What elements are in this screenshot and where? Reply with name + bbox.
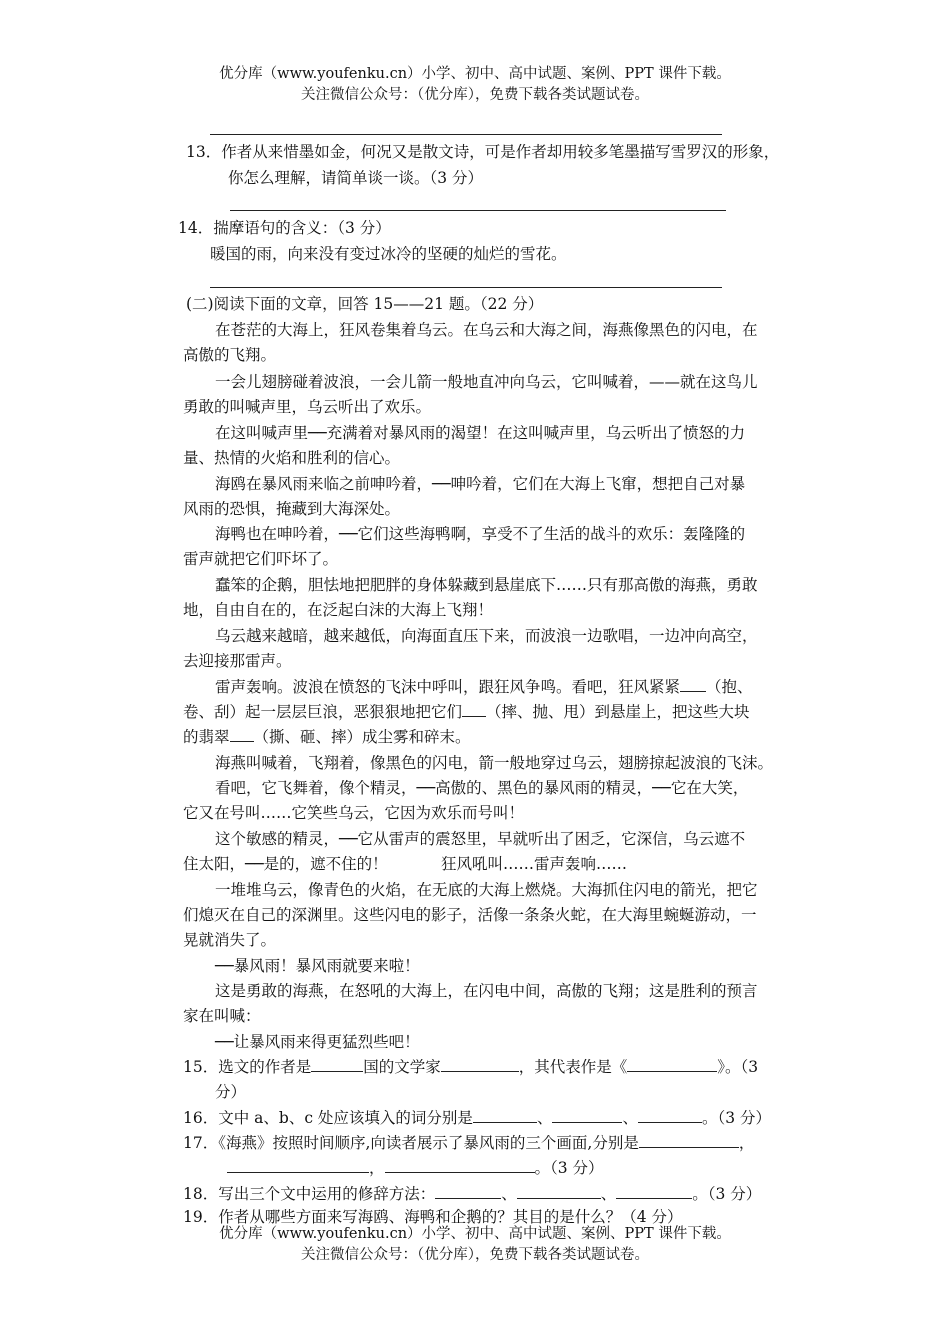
- answer-blank: [638, 1106, 702, 1123]
- footer-line-2: 关注微信公众号：（优分库），免费下载各类试题试卷。: [301, 1247, 649, 1263]
- passage-line: 看吧，它飞舞着，像个精灵，──高傲的、黑色的暴风雨的精灵，──它在大笑，: [215, 779, 749, 797]
- question-text: 。（3 分）: [534, 1159, 604, 1177]
- passage-text: （摔、抛、甩）到悬崖上，把这些大块: [486, 703, 750, 721]
- question-17-line-2: [227, 1156, 604, 1181]
- question-text: 18．写出三个文中运用的修辞方法：: [183, 1185, 436, 1203]
- page-footer: [0, 1224, 950, 1266]
- section-2-title: (二)阅读下面的文章，回答 15——21 题。（22 分）: [186, 295, 544, 313]
- passage-line: 一堆堆乌云，像青色的火焰，在无底的大海上燃烧。大海抓住闪电的箭光，把它: [215, 881, 758, 899]
- answer-blank: [517, 1182, 601, 1199]
- question-text: 16．文中 a、b、c 处应该填入的词分别是: [183, 1109, 473, 1127]
- question-15-line-2: 分）: [215, 1083, 247, 1101]
- answer-blank: [441, 1055, 519, 1072]
- passage-line: 家在叫喊：: [183, 1007, 261, 1025]
- passage-line-with-blank: [183, 725, 471, 750]
- question-15: [183, 1055, 758, 1080]
- passage-line: ──让暴风雨来得更猛烈些吧！: [215, 1033, 420, 1051]
- answer-line: [210, 134, 722, 135]
- question-19: 19．作者从哪些方面来写海鸥、海鸭和企鹅的？其目的是什么？（4 分）: [183, 1208, 683, 1226]
- question-14-line-2: 暖国的雨，向来没有变过冰冷的坚硬的灿烂的雪花。: [210, 245, 567, 263]
- passage-text: 雷声轰响。波浪在愤怒的飞沫中呼叫，跟狂风争鸣。看吧，狂风紧紧: [215, 678, 681, 696]
- page-header: [0, 64, 950, 106]
- question-text: ，: [738, 1134, 755, 1152]
- passage-line: 在苍茫的大海上，狂风卷集着乌云。在乌云和大海之间，海燕像黑色的闪电，在: [215, 321, 758, 339]
- header-line-2: 关注微信公众号：（优分库），免费下载各类试题试卷。: [301, 87, 649, 103]
- header-line-1: 优分库（www.youfenku.cn）小学、初中、高中试题、案例、PPT 课件下载。: [219, 66, 731, 82]
- passage-line: 高傲的飞翔。: [183, 346, 277, 364]
- question-text: ，其代表作是《: [518, 1058, 628, 1076]
- passage-line: 这个敏感的精灵，──它从雷声的震怒里，早就听出了困乏，它深信，乌云遮不: [215, 830, 746, 848]
- question-text: 15．选文的作者是: [183, 1058, 312, 1076]
- question-text: 国的文学家: [363, 1058, 441, 1076]
- footer-line-1: 优分库（www.youfenku.cn）小学、初中、高中试题、案例、PPT 课件下载。: [219, 1226, 731, 1242]
- question-text: 》。（3: [717, 1058, 759, 1076]
- passage-text: 的翡翠: [183, 728, 230, 746]
- fill-blank-c: [230, 725, 254, 742]
- answer-blank: [435, 1182, 501, 1199]
- passage-line: 蠢笨的企鹅，胆怯地把肥胖的身体躲藏到悬崖底下……只有那高傲的海燕，勇敢: [215, 576, 758, 594]
- passage-line: 这是勇敢的海燕，在怒吼的大海上，在闪电中间，高傲的飞翔；这是胜利的预言: [215, 982, 758, 1000]
- passage-line: 海燕叫喊着，飞翔着，像黑色的闪电，箭一般地穿过乌云，翅膀掠起波浪的飞沫。: [215, 754, 774, 772]
- answer-blank: [616, 1182, 692, 1199]
- question-17: [183, 1131, 754, 1156]
- question-text: 、: [600, 1185, 617, 1203]
- passage-line: 雷声就把它们吓坏了。: [183, 550, 339, 568]
- question-13-line-2: 你怎么理解，请简单谈一谈。（3 分）: [228, 169, 484, 187]
- question-text: ，: [369, 1159, 385, 1177]
- question-text: 17．《海燕》按照时间顺序,向读者展示了暴风雨的三个画面,分别是: [183, 1134, 639, 1152]
- passage-line: 勇敢的叫喊声里，乌云听出了欢乐。: [183, 398, 432, 416]
- question-16: [183, 1106, 771, 1131]
- passage-line: 住太阳，──是的，遮不住的！: [183, 855, 388, 873]
- fill-blank-a: [680, 675, 706, 692]
- fill-blank-b: [462, 700, 486, 717]
- question-13-line-1: 13．作者从来惜墨如金，何况又是散文诗，可是作者却用较多笔墨描写雪罗汉的形象，: [186, 143, 780, 161]
- answer-blank: [627, 1055, 717, 1072]
- passage-line: ──暴风雨！暴风雨就要来啦！: [215, 957, 420, 975]
- passage-line: 去迎接那雷声。: [183, 652, 292, 670]
- passage-line: 它又在号叫……它笑些乌云，它因为欢乐而号叫！: [183, 804, 525, 822]
- answer-blank: [473, 1106, 537, 1123]
- answer-blank: [639, 1131, 739, 1148]
- question-text: 、: [536, 1109, 553, 1127]
- question-text: 、: [501, 1185, 517, 1203]
- answer-blank: [227, 1156, 369, 1173]
- passage-line: 海鸥在暴风雨来临之前呻吟着，──呻吟着，它们在大海上飞窜，想把自己对暴: [215, 475, 746, 493]
- passage-line-with-blank: [183, 700, 750, 725]
- passage-text: （抱、: [706, 678, 753, 696]
- passage-text: 卷、刮）起一层层巨浪，恶狠狠地把它们: [183, 703, 463, 721]
- passage-line: 乌云越来越暗，越来越低，向海面直压下来，而波浪一边歌唱，一边冲向高空，: [215, 627, 758, 645]
- passage-line: 海鸭也在呻吟着，──它们这些海鸭啊，享受不了生活的战斗的欢乐：轰隆隆的: [215, 525, 746, 543]
- answer-line: [230, 210, 726, 211]
- passage-line: 们熄灭在自己的深渊里。这些闪电的影子，活像一条条火蛇，在大海里蜿蜒游动，一: [183, 906, 757, 924]
- passage-line: 在这叫喊声里──充满着对暴风雨的渴望！在这叫喊声里，乌云听出了愤怒的力: [215, 424, 746, 442]
- question-text: 。（3 分）: [701, 1109, 772, 1127]
- passage-line: 地，自由自在的，在泛起白沫的大海上飞翔！: [183, 601, 494, 619]
- answer-blank: [311, 1055, 363, 1072]
- answer-blank: [552, 1106, 622, 1123]
- passage-line: 狂风吼叫……雷声轰响……: [441, 855, 628, 873]
- question-18: [183, 1182, 761, 1207]
- passage-text: （撕、砸、摔）成尘雾和碎末。: [253, 728, 471, 746]
- passage-line: 一会儿翅膀碰着波浪，一会儿箭一般地直冲向乌云，它叫喊着，——就在这鸟儿: [215, 373, 758, 391]
- passage-line: 风雨的恐惧，掩藏到大海深处。: [183, 500, 401, 518]
- question-text: 、: [622, 1109, 638, 1127]
- passage-line: 晃就消失了。: [183, 931, 277, 949]
- passage-line: 量、热情的火焰和胜利的信心。: [183, 449, 401, 467]
- passage-line-with-blank: [215, 675, 753, 700]
- question-text: 。（3 分）: [692, 1185, 762, 1203]
- answer-blank: [385, 1156, 535, 1173]
- answer-line: [210, 287, 722, 288]
- question-14-line-1: 14．揣摩语句的含义：（3 分）: [178, 219, 391, 237]
